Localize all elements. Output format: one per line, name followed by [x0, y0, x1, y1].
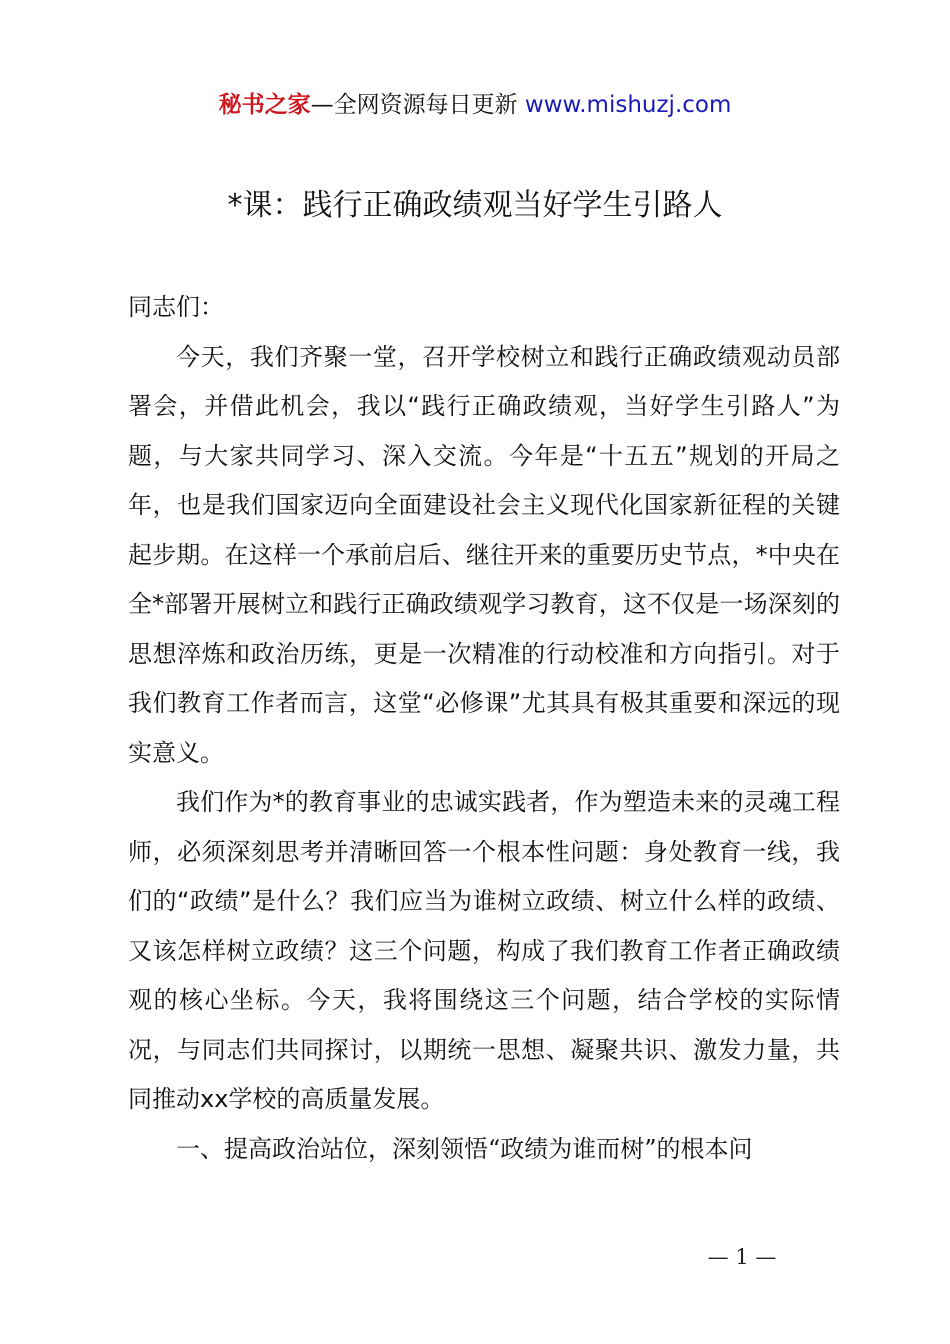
site-tagline: —全网资源每日更新: [310, 92, 525, 118]
document-title: *课：践行正确政绩观当好学生引路人: [227, 188, 723, 223]
site-brand-name: 秘书之家: [218, 92, 311, 118]
salutation: 同志们：: [128, 293, 224, 321]
site-url-link[interactable]: www.mishuzj.com: [524, 92, 732, 118]
body-paragraph: 今天，我们齐聚一堂，召开学校树立和践行正确政绩观动员部署会，并借此机会，我以“践行正确政绩观，当好学生引路人”为题，与大家共同学习、深入交流。今年是“十五五”规划的开局之年，也是我们国家迈向全面建设社会主义现代化国家新征程的关键起步期。在这样一个承前启后、继往开来的重要历史节点，*中央在全*部署开展树立和践行正确政绩观学习教育，这不仅是一场深刻的思想淬炼和政治历练，更是一次精准的行动校准和方向指引。对于我们教育工作者而言，这堂“必修课”尤其具有极其重要和深远的现实意义。: [128, 342, 840, 767]
page-number: — 1 —: [707, 1245, 777, 1269]
section-heading: 一、提高政治站位，深刻领悟“政绩为谁而树”的根本问: [176, 1134, 753, 1163]
document-body: [128, 283, 840, 1174]
site-banner: [0, 88, 950, 122]
body-paragraph: 我们作为*的教育事业的忠诚实践者，作为塑造未来的灵魂工程师，必须深刻思考并清晰回答一个根本性问题：身处教育一线，我们的“政绩”是什么？我们应当为谁树立政绩、树立什么样的政绩、又该怎样树立政绩？这三个问题，构成了我们教育工作者正确政绩观的核心坐标。今天，我将围绕这三个问题，结合学校的实际情况，与同志们共同探讨，以期统一思想、凝聚共识、激发力量，共同推动xx学校的高质量发展。: [128, 788, 840, 1113]
